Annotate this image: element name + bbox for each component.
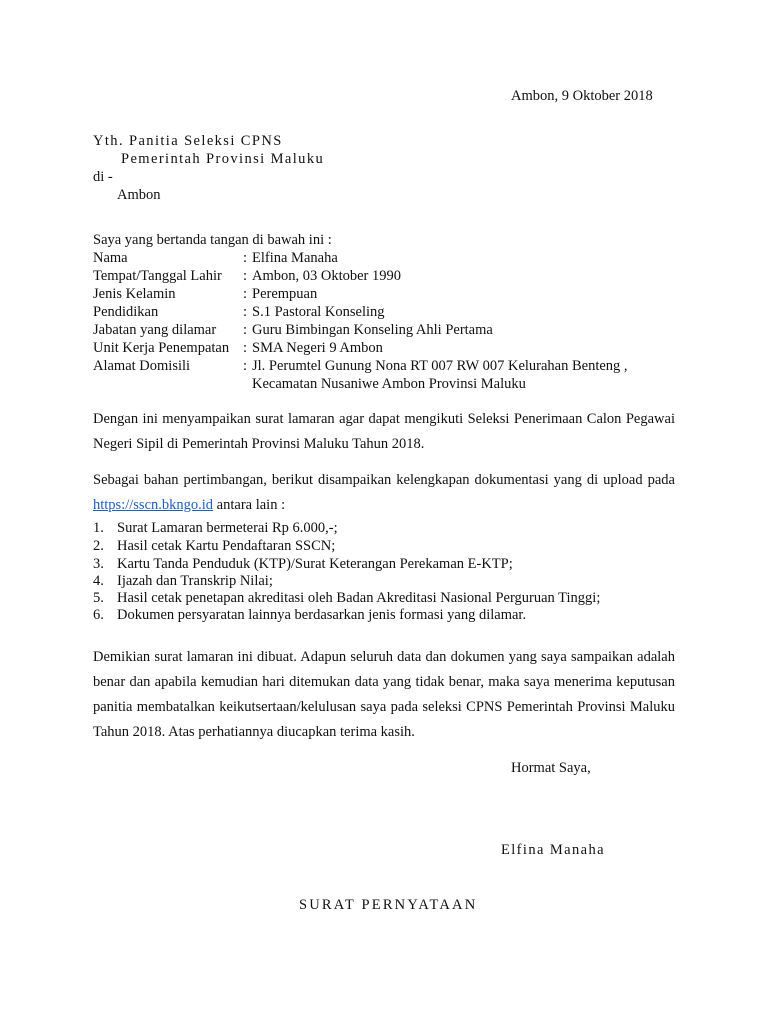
field-label: Jabatan yang dilamar: [93, 322, 217, 338]
recipient-line-4: Ambon: [117, 187, 161, 203]
list-number: 4.: [93, 573, 104, 589]
list-text: Ijazah dan Transkrip Nilai;: [117, 573, 273, 589]
field-value: Ambon, 03 Oktober 1990: [252, 268, 402, 284]
sscn-link[interactable]: https://sscn.bkngo.id: [93, 497, 214, 513]
paragraph-closing: Demikian surat lamaran ini dibuat. Adapun seluruh data dan dokumen yang saya sampaikan adalah benar dan apabila kemudian hari ditemukan data yang tidak benar, maka saya menerima keputusan panitia membatalkan keikutsertaan/kelulusan saya pada seleksi CPNS Pemerintah Provinsi Maluku Tahun 2018. Atas perhatiannya diucapkan terima kasih.: [93, 649, 675, 740]
field-label: Tempat/Tanggal Lahir: [93, 268, 222, 284]
list-number: 1.: [93, 520, 104, 536]
recipient-line-2: Pemerintah Provinsi Maluku: [121, 151, 325, 167]
field-colon: :: [243, 322, 248, 338]
list-number: 6.: [93, 607, 104, 623]
paragraph-documents-tail: antara lain :: [213, 497, 286, 513]
field-colon: :: [243, 286, 248, 302]
field-value: SMA Negeri 9 Ambon: [252, 340, 383, 356]
list-text: Dokumen persyaratan lainnya berdasarkan jenis formasi yang dilamar.: [117, 607, 527, 623]
closing-greeting: Hormat Saya,: [511, 760, 591, 776]
recipient-line-1: Yth. Panitia Seleksi CPNS: [93, 133, 283, 149]
paragraph-intro: Dengan ini menyampaikan surat lamaran agar dapat mengikuti Seleksi Penerimaan Calon Pegawai Negeri Sipil di Pemerintah Provinsi Maluku Tahun 2018.: [93, 411, 675, 452]
list-text: Hasil cetak Kartu Pendaftaran SSCN;: [117, 538, 336, 554]
field-label: Jenis Kelamin: [93, 286, 176, 302]
field-label: Nama: [93, 250, 128, 266]
list-text: Surat Lamaran bermeterai Rp 6.000,-;: [117, 520, 338, 536]
field-colon: :: [243, 340, 248, 356]
recipient-line-3: di -: [93, 169, 113, 185]
field-value: Guru Bimbingan Konseling Ahli Pertama: [252, 322, 493, 338]
field-value: Perempuan: [252, 286, 318, 302]
next-section-title: SURAT PERNYATAAN: [299, 897, 478, 913]
field-colon: :: [243, 268, 248, 284]
field-value: Elfina Manaha: [252, 250, 338, 266]
place-date: Ambon, 9 Oktober 2018: [511, 88, 653, 104]
field-colon: :: [243, 250, 248, 266]
field-value: Jl. Perumtel Gunung Nona RT 007 RW 007 Kelurahan Benteng ,: [252, 358, 628, 374]
paragraph-documents-text: Sebagai bahan pertimbangan, berikut disampaikan kelengkapan dokumentasi yang di upload pada: [93, 472, 675, 488]
signer-name: Elfina Manaha: [501, 842, 605, 858]
paragraph-documents: [93, 468, 675, 518]
list-number: 5.: [93, 590, 104, 606]
list-text: Kartu Tanda Penduduk (KTP)/Surat Keterangan Perekaman E-KTP;: [117, 556, 513, 572]
list-number: 2.: [93, 538, 104, 554]
address-line-2: Kecamatan Nusaniwe Ambon Provinsi Maluku: [252, 376, 526, 392]
field-label: Alamat Domisili: [93, 358, 191, 374]
list-number: 3.: [93, 556, 104, 572]
field-colon: :: [243, 304, 248, 320]
list-text: Hasil cetak penetapan akreditasi oleh Badan Akreditasi Nasional Perguruan Tinggi;: [117, 590, 601, 606]
field-colon: :: [243, 358, 248, 374]
intro-text: Saya yang bertanda tangan di bawah ini :: [93, 232, 332, 248]
field-label: Unit Kerja Penempatan: [93, 340, 230, 356]
field-label: Pendidikan: [93, 304, 159, 320]
field-value: S.1 Pastoral Konseling: [252, 304, 385, 320]
